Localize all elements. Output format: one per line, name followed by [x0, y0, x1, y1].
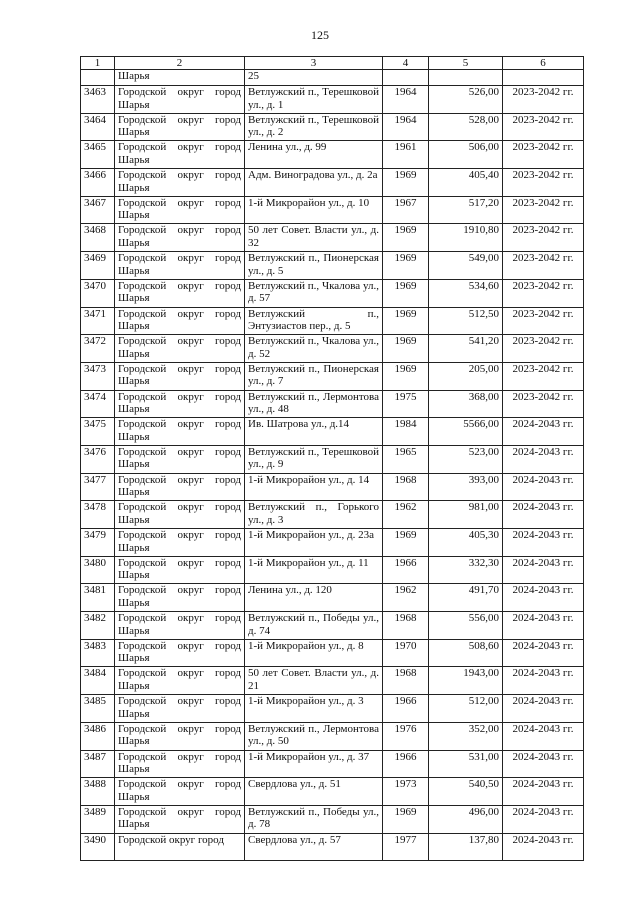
row-number: 3481	[81, 584, 115, 612]
row-number: 3490	[81, 833, 115, 861]
address-cell: Ветлужский п., Энтузиастов пер., д. 5	[245, 307, 383, 335]
address-cell: Ветлужский п., Победы ул., д. 78	[245, 805, 383, 833]
address-cell: Ветлужский п., Пионерская ул., д. 5	[245, 252, 383, 280]
address-cell: Ветлужский п., Терешковой ул., д. 9	[245, 445, 383, 473]
row-number: 3470	[81, 279, 115, 307]
table-row	[81, 529, 584, 557]
address-cell: Ветлужский п., Чкалова ул., д. 52	[245, 335, 383, 363]
row-number: 3479	[81, 529, 115, 557]
row-number: 3488	[81, 778, 115, 806]
address-cell: 1-й Микрорайон ул., д. 10	[245, 196, 383, 224]
row-number: 3473	[81, 362, 115, 390]
period-cell: 2024-2043 гг.	[503, 805, 584, 833]
table-row	[81, 501, 584, 529]
period-cell: 2023-2042 гг.	[503, 141, 584, 169]
district-cell: Городской округ город Шарья	[115, 556, 245, 584]
row-number: 3468	[81, 224, 115, 252]
area-cell: 368,00	[429, 390, 503, 418]
table-row	[81, 418, 584, 446]
header-row	[81, 57, 584, 70]
address-cell: Ветлужский п., Лермонтова ул., д. 50	[245, 722, 383, 750]
period-cell: 2023-2042 гг.	[503, 113, 584, 141]
year-cell: 1975	[383, 390, 429, 418]
table-row	[81, 612, 584, 640]
period-cell: 2024-2043 гг.	[503, 501, 584, 529]
period-cell: 2023-2042 гг.	[503, 224, 584, 252]
table-row	[81, 252, 584, 280]
area-cell: 528,00	[429, 113, 503, 141]
row-number: 3467	[81, 196, 115, 224]
table-row	[81, 750, 584, 778]
header-cell: 6	[503, 57, 584, 70]
row-number: 3489	[81, 805, 115, 833]
row-number: 3472	[81, 335, 115, 363]
area-cell: 137,80	[429, 833, 503, 861]
area-cell: 508,60	[429, 639, 503, 667]
area-cell: 981,00	[429, 501, 503, 529]
table-row	[81, 335, 584, 363]
table-row	[81, 695, 584, 723]
table-row	[81, 279, 584, 307]
table-row	[81, 362, 584, 390]
housing-table	[80, 56, 584, 861]
table-row	[81, 445, 584, 473]
address-cell: Ветлужский п., Терешковой ул., д. 1	[245, 86, 383, 114]
year-cell: 1984	[383, 418, 429, 446]
period-cell: 2023-2042 гг.	[503, 390, 584, 418]
district-cell: Городской округ город Шарья	[115, 141, 245, 169]
district-cell: Городской округ город Шарья	[115, 501, 245, 529]
area-cell: 506,00	[429, 141, 503, 169]
area-cell: 517,20	[429, 196, 503, 224]
year-cell: 1962	[383, 584, 429, 612]
table-row	[81, 224, 584, 252]
year-cell: 1969	[383, 224, 429, 252]
area-cell: 549,00	[429, 252, 503, 280]
table-row	[81, 584, 584, 612]
table-row	[81, 805, 584, 833]
district-cell: Городской округ город Шарья	[115, 584, 245, 612]
district-cell: Городской округ город Шарья	[115, 778, 245, 806]
area-cell: 556,00	[429, 612, 503, 640]
row-number: 3476	[81, 445, 115, 473]
address-cell: Ветлужский п., Горького ул., д. 3	[245, 501, 383, 529]
table-row	[81, 639, 584, 667]
district-cell: Городской округ город Шарья	[115, 307, 245, 335]
period-cell: 2023-2042 гг.	[503, 86, 584, 114]
year-cell: 1976	[383, 722, 429, 750]
row-number: 3464	[81, 113, 115, 141]
address-cell: Ветлужский п., Пионерская ул., д. 7	[245, 362, 383, 390]
period-cell: 2023-2042 гг.	[503, 335, 584, 363]
district-cell: Городской округ город Шарья	[115, 418, 245, 446]
area-cell: 541,20	[429, 335, 503, 363]
area-cell: 405,40	[429, 169, 503, 197]
continuation-address: 25	[245, 70, 383, 86]
address-cell: 50 лет Совет. Власти ул., д. 32	[245, 224, 383, 252]
area-cell: 5566,00	[429, 418, 503, 446]
district-cell: Городской округ город Шарья	[115, 252, 245, 280]
period-cell: 2024-2043 гг.	[503, 418, 584, 446]
period-cell: 2024-2043 гг.	[503, 778, 584, 806]
year-cell: 1969	[383, 252, 429, 280]
period-cell: 2024-2043 гг.	[503, 695, 584, 723]
area-cell: 205,00	[429, 362, 503, 390]
period-cell: 2023-2042 гг.	[503, 279, 584, 307]
address-cell: 50 лет Совет. Власти ул., д. 21	[245, 667, 383, 695]
table-row	[81, 141, 584, 169]
address-cell: 1-й Микрорайон ул., д. 37	[245, 750, 383, 778]
area-cell: 512,50	[429, 307, 503, 335]
area-cell: 332,30	[429, 556, 503, 584]
address-cell: Ив. Шатрова ул., д.14	[245, 418, 383, 446]
year-cell: 1977	[383, 833, 429, 861]
address-cell: Свердлова ул., д. 57	[245, 833, 383, 861]
year-cell: 1970	[383, 639, 429, 667]
period-cell: 2023-2042 гг.	[503, 307, 584, 335]
area-cell: 393,00	[429, 473, 503, 501]
period-cell: 2024-2043 гг.	[503, 750, 584, 778]
district-cell: Городской округ город Шарья	[115, 196, 245, 224]
address-cell: Ветлужский п., Чкалова ул., д. 57	[245, 279, 383, 307]
area-cell: 1943,00	[429, 667, 503, 695]
table-row	[81, 307, 584, 335]
period-cell: 2023-2042 гг.	[503, 169, 584, 197]
row-number: 3487	[81, 750, 115, 778]
period-cell: 2023-2042 гг.	[503, 252, 584, 280]
year-cell: 1968	[383, 667, 429, 695]
year-cell: 1969	[383, 169, 429, 197]
district-cell: Городской округ город Шарья	[115, 695, 245, 723]
period-cell: 2024-2043 гг.	[503, 722, 584, 750]
area-cell: 534,60	[429, 279, 503, 307]
year-cell: 1966	[383, 750, 429, 778]
row-number: 3475	[81, 418, 115, 446]
year-cell: 1967	[383, 196, 429, 224]
row-number: 3465	[81, 141, 115, 169]
area-cell: 496,00	[429, 805, 503, 833]
area-cell: 1910,80	[429, 224, 503, 252]
row-number: 3471	[81, 307, 115, 335]
address-cell: Ветлужский п., Терешковой ул., д. 2	[245, 113, 383, 141]
year-cell: 1969	[383, 279, 429, 307]
header-cell: 1	[81, 57, 115, 70]
row-number: 3484	[81, 667, 115, 695]
table-row	[81, 473, 584, 501]
address-cell: Ленина ул., д. 99	[245, 141, 383, 169]
table-row	[81, 113, 584, 141]
table-row	[81, 556, 584, 584]
header-cell: 5	[429, 57, 503, 70]
header-cell: 3	[245, 57, 383, 70]
year-cell: 1969	[383, 529, 429, 557]
year-cell: 1968	[383, 612, 429, 640]
district-cell: Городской округ город Шарья	[115, 86, 245, 114]
table-row	[81, 169, 584, 197]
year-cell: 1969	[383, 307, 429, 335]
year-cell: 1962	[383, 501, 429, 529]
row-number: 3477	[81, 473, 115, 501]
address-cell: 1-й Микрорайон ул., д. 14	[245, 473, 383, 501]
row-number: 3463	[81, 86, 115, 114]
district-cell: Городской округ город Шарья	[115, 113, 245, 141]
row-number: 3469	[81, 252, 115, 280]
header-cell: 4	[383, 57, 429, 70]
area-cell: 512,00	[429, 695, 503, 723]
year-cell: 1966	[383, 556, 429, 584]
header-cell: 2	[115, 57, 245, 70]
table-row	[81, 778, 584, 806]
district-cell: Городской округ город Шарья	[115, 279, 245, 307]
district-cell: Городской округ город	[115, 833, 245, 861]
table-row	[81, 833, 584, 861]
period-cell: 2024-2043 гг.	[503, 529, 584, 557]
period-cell: 2024-2043 гг.	[503, 473, 584, 501]
area-cell: 491,70	[429, 584, 503, 612]
period-cell: 2023-2042 гг.	[503, 196, 584, 224]
year-cell: 1965	[383, 445, 429, 473]
period-cell: 2024-2043 гг.	[503, 584, 584, 612]
address-cell: 1-й Микрорайон ул., д. 11	[245, 556, 383, 584]
district-cell: Городской округ город Шарья	[115, 612, 245, 640]
year-cell: 1964	[383, 113, 429, 141]
area-cell: 540,50	[429, 778, 503, 806]
district-cell: Городской округ город Шарья	[115, 473, 245, 501]
area-cell: 526,00	[429, 86, 503, 114]
row-number: 3478	[81, 501, 115, 529]
row-number: 3483	[81, 639, 115, 667]
district-cell: Городской округ город Шарья	[115, 750, 245, 778]
address-cell: Ленина ул., д. 120	[245, 584, 383, 612]
period-cell: 2024-2043 гг.	[503, 445, 584, 473]
continuation-district: Шарья	[115, 70, 245, 86]
area-cell: 352,00	[429, 722, 503, 750]
district-cell: Городской округ город Шарья	[115, 390, 245, 418]
table-row	[81, 86, 584, 114]
table-row	[81, 196, 584, 224]
year-cell: 1961	[383, 141, 429, 169]
area-cell: 531,00	[429, 750, 503, 778]
period-cell: 2024-2043 гг.	[503, 639, 584, 667]
row-number: 3482	[81, 612, 115, 640]
page-number: 125	[311, 28, 329, 42]
table-row	[81, 667, 584, 695]
area-cell: 523,00	[429, 445, 503, 473]
address-cell: Адм. Виноградова ул., д. 2а	[245, 169, 383, 197]
address-cell: Ветлужский п., Лермонтова ул., д. 48	[245, 390, 383, 418]
district-cell: Городской округ город Шарья	[115, 169, 245, 197]
district-cell: Городской округ город Шарья	[115, 529, 245, 557]
period-cell: 2024-2043 гг.	[503, 833, 584, 861]
area-cell: 405,30	[429, 529, 503, 557]
continuation-row	[81, 70, 584, 86]
table-row	[81, 722, 584, 750]
year-cell: 1969	[383, 805, 429, 833]
year-cell: 1964	[383, 86, 429, 114]
period-cell: 2024-2043 гг.	[503, 556, 584, 584]
district-cell: Городской округ город Шарья	[115, 639, 245, 667]
year-cell: 1968	[383, 473, 429, 501]
address-cell: Ветлужский п., Победы ул., д. 74	[245, 612, 383, 640]
address-cell: 1-й Микрорайон ул., д. 23а	[245, 529, 383, 557]
district-cell: Городской округ город Шарья	[115, 722, 245, 750]
address-cell: 1-й Микрорайон ул., д. 3	[245, 695, 383, 723]
year-cell: 1969	[383, 362, 429, 390]
row-number: 3480	[81, 556, 115, 584]
district-cell: Городской округ город Шарья	[115, 224, 245, 252]
row-number: 3486	[81, 722, 115, 750]
year-cell: 1973	[383, 778, 429, 806]
row-number: 3466	[81, 169, 115, 197]
period-cell: 2024-2043 гг.	[503, 667, 584, 695]
year-cell: 1969	[383, 335, 429, 363]
district-cell: Городской округ город Шарья	[115, 667, 245, 695]
period-cell: 2024-2043 гг.	[503, 612, 584, 640]
year-cell: 1966	[383, 695, 429, 723]
row-number: 3474	[81, 390, 115, 418]
district-cell: Городской округ город Шарья	[115, 362, 245, 390]
district-cell: Городской округ город Шарья	[115, 805, 245, 833]
district-cell: Городской округ город Шарья	[115, 445, 245, 473]
address-cell: 1-й Микрорайон ул., д. 8	[245, 639, 383, 667]
address-cell: Свердлова ул., д. 51	[245, 778, 383, 806]
row-number: 3485	[81, 695, 115, 723]
table-row	[81, 390, 584, 418]
period-cell: 2023-2042 гг.	[503, 362, 584, 390]
district-cell: Городской округ город Шарья	[115, 335, 245, 363]
